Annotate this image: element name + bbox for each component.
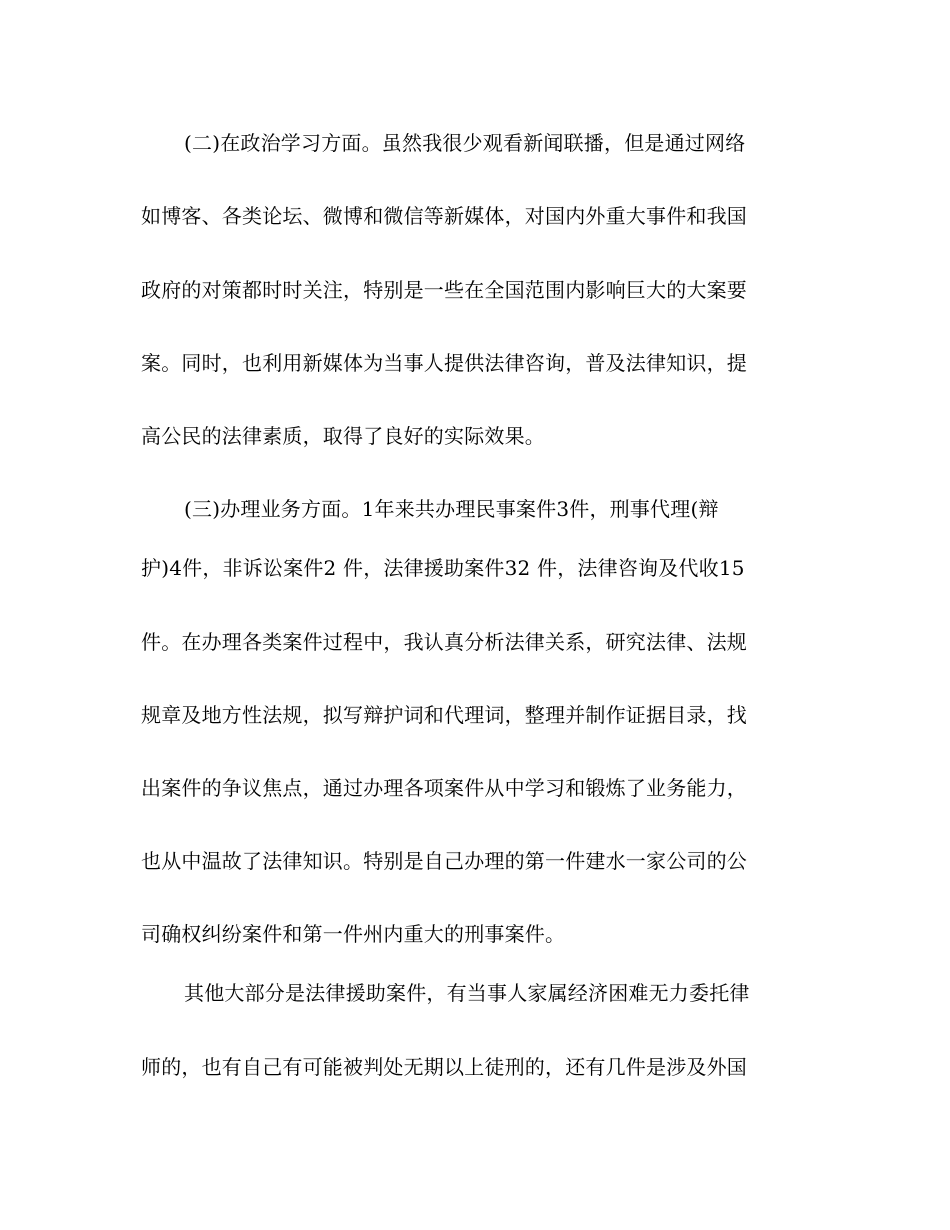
paragraph-3-line-4: 规章及地方性法规，拟写辩护词和代理词，整理并制作证据目录，找 bbox=[141, 703, 747, 727]
paragraph-2-line-4: 案。同时，也利用新媒体为当事人提供法律咨询，普及法律知识，提 bbox=[141, 351, 747, 375]
paragraph-4-line-2: 师的，也有自己有可能被判处无期以上徒刑的，还有几件是涉及外国 bbox=[141, 1055, 747, 1079]
paragraph-3-line-7: 司确权纠纷案件和第一件州内重大的刑事案件。 bbox=[141, 922, 566, 946]
paragraph-2-line-2: 如博客、各类论坛、微博和微信等新媒体，对国内外重大事件和我国 bbox=[141, 204, 747, 228]
paragraph-3-line-1: (三)办理业务方面。1年来共办理民事案件3件，刑事代理(辩 bbox=[184, 497, 719, 521]
paragraph-3-line-2: 护)4件，非诉讼案件2 件，法律援助案件32 件，法律咨询及代收15 bbox=[141, 556, 745, 580]
paragraph-3-line-6: 也从中温故了法律知识。特别是自己办理的第一件建水一家公司的公 bbox=[141, 849, 747, 873]
paragraph-4-line-1: 其他大部分是法律援助案件，有当事人家属经济困难无力委托律 bbox=[184, 981, 750, 1005]
paragraph-3-line-3: 件。在办理各类案件过程中，我认真分析法律关系，研究法律、法规 bbox=[141, 630, 747, 654]
paragraph-3-line-5: 出案件的争议焦点，通过办理各项案件从中学习和锻炼了业务能力， bbox=[141, 776, 747, 800]
paragraph-2-line-3: 政府的对策都时时关注，特别是一些在全国范围内影响巨大的大案要 bbox=[141, 278, 747, 302]
paragraph-2-line-5: 高公民的法律素质，取得了良好的实际效果。 bbox=[141, 424, 545, 448]
paragraph-2-line-1: (二)在政治学习方面。虽然我很少观看新闻联播，但是通过网络 bbox=[184, 131, 746, 155]
